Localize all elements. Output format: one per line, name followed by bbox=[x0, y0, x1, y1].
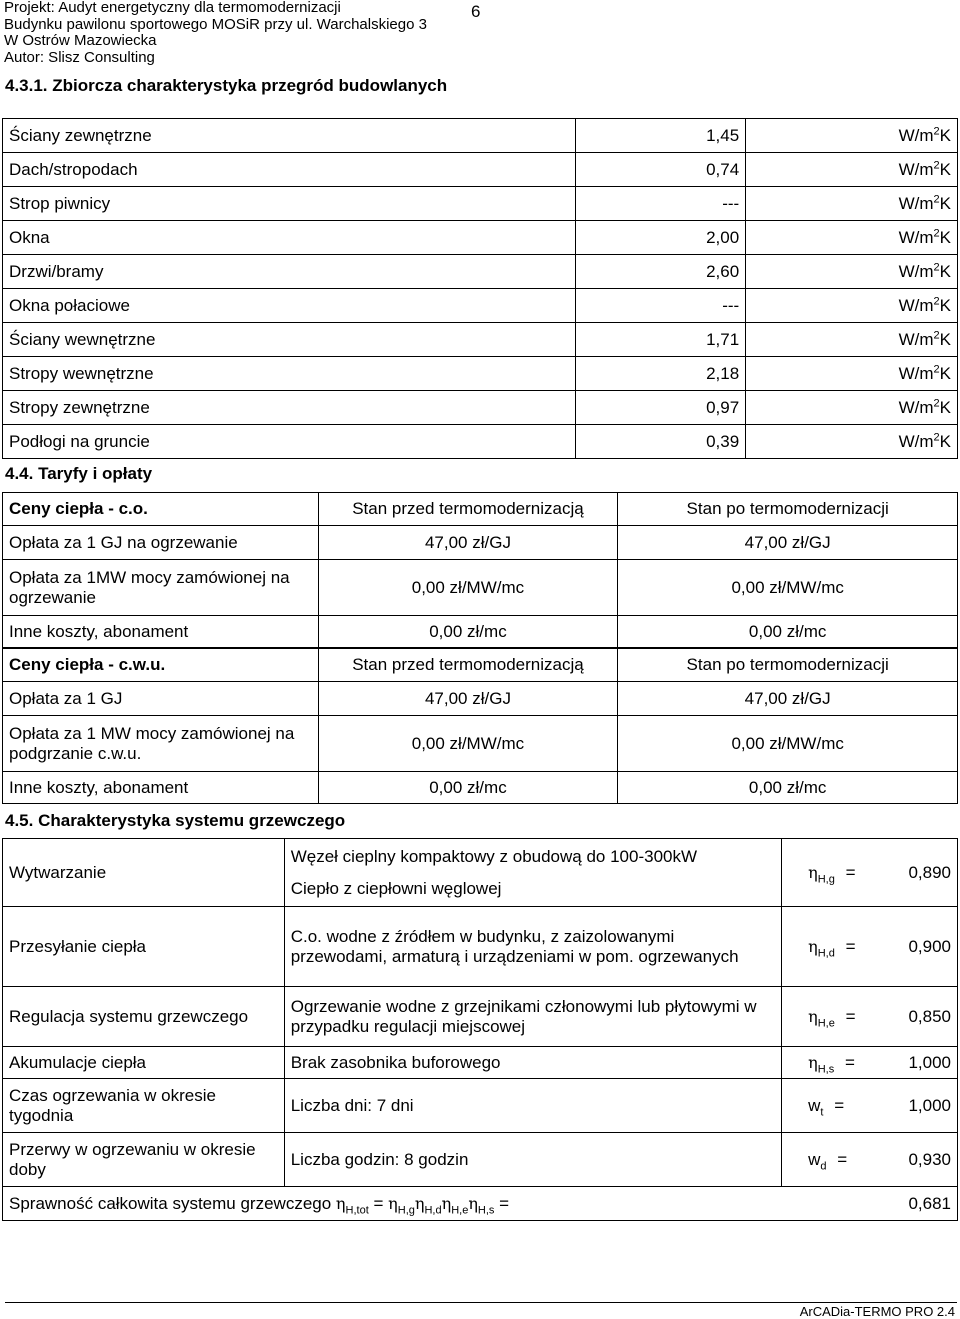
unit-suffix: K bbox=[939, 295, 951, 315]
efficiency-equals: = bbox=[834, 1095, 845, 1115]
efficiency-symbol: w bbox=[808, 1095, 821, 1115]
heating-description bbox=[284, 1079, 781, 1133]
partition-row bbox=[3, 255, 958, 289]
unit-prefix: W/m bbox=[898, 295, 934, 315]
efficiency-equals: = bbox=[845, 936, 856, 956]
unit-suffix: K bbox=[939, 397, 951, 417]
heating-description bbox=[284, 907, 781, 987]
partition-unit bbox=[746, 221, 958, 255]
heating-desc-line1: Liczba dni: 7 dni bbox=[290, 1095, 414, 1115]
tariffs-co-table bbox=[2, 492, 958, 648]
tariff-name: Inne koszty, abonament bbox=[3, 772, 319, 804]
efficiency-symbol: η bbox=[808, 1052, 818, 1072]
efficiency-symbol-group bbox=[808, 1150, 847, 1170]
efficiency-wrap bbox=[788, 1053, 951, 1073]
tariff-row bbox=[3, 716, 958, 772]
partition-row bbox=[3, 425, 958, 459]
unit-superscript: 2 bbox=[933, 328, 940, 341]
unit-superscript: 2 bbox=[933, 362, 940, 375]
heating-desc-line1: C.o. wodne z źródłem w budynku, z zaizolowanymi przewodami, armaturą i urządzeniami w pom. ogrzewanych bbox=[290, 926, 739, 966]
efficiency-wrap bbox=[788, 863, 951, 883]
partition-value: --- bbox=[576, 187, 746, 221]
unit-prefix: W/m bbox=[898, 261, 934, 281]
partition-name: Ściany wewnętrzne bbox=[3, 323, 576, 357]
partition-name: Okna bbox=[3, 221, 576, 255]
tariff-before: 0,00 zł/mc bbox=[318, 616, 618, 648]
tariff-name: Opłata za 1 GJ bbox=[3, 682, 319, 716]
efficiency-symbol-group bbox=[808, 863, 855, 883]
partition-name: Stropy zewnętrzne bbox=[3, 391, 576, 425]
efficiency-subscript: t bbox=[820, 1105, 824, 1118]
partition-value: 0,97 bbox=[576, 391, 746, 425]
total-cell bbox=[3, 1187, 958, 1221]
partition-unit bbox=[746, 153, 958, 187]
tariffs-cwu-table bbox=[2, 648, 958, 804]
partition-name: Ściany zewnętrzne bbox=[3, 119, 576, 153]
partition-unit bbox=[746, 119, 958, 153]
heating-row bbox=[3, 839, 958, 907]
eta-s-subscript: H,s bbox=[477, 1203, 495, 1216]
efficiency-wrap bbox=[788, 937, 951, 957]
partition-row bbox=[3, 221, 958, 255]
unit-prefix: W/m bbox=[898, 363, 934, 383]
heating-table bbox=[2, 838, 958, 1221]
heating-label: Czas ogrzewania w okresie tygodnia bbox=[3, 1079, 285, 1133]
unit-suffix: K bbox=[939, 227, 951, 247]
partition-row bbox=[3, 187, 958, 221]
tariff-after: 0,00 zł/mc bbox=[618, 616, 958, 648]
efficiency-equals: = bbox=[844, 1052, 855, 1072]
heating-row bbox=[3, 1133, 958, 1187]
efficiency-symbol-group bbox=[808, 1096, 844, 1116]
efficiency-value: 0,850 bbox=[908, 1006, 951, 1026]
unit-suffix: K bbox=[939, 431, 951, 451]
partition-value: 1,71 bbox=[576, 323, 746, 357]
eta-symbol: η bbox=[388, 1193, 398, 1213]
tariff-before: 0,00 zł/mc bbox=[318, 772, 618, 804]
unit-suffix: K bbox=[939, 261, 951, 281]
unit-superscript: 2 bbox=[933, 260, 940, 273]
unit-suffix: K bbox=[939, 193, 951, 213]
tariff-before: 47,00 zł/GJ bbox=[318, 682, 618, 716]
heating-description bbox=[284, 1047, 781, 1079]
heating-total-row bbox=[3, 1187, 958, 1221]
unit-suffix: K bbox=[939, 125, 951, 145]
tariff-title: Ceny ciepła - c.o. bbox=[3, 493, 319, 526]
tariff-header-row bbox=[3, 493, 958, 526]
header-line-city: W Ostrów Mazowiecka bbox=[4, 32, 157, 49]
tariff-col-before: Stan przed termomodernizacją bbox=[318, 649, 618, 682]
efficiency-value: 0,930 bbox=[908, 1149, 951, 1169]
section-title-45: 4.5. Charakterystyka systemu grzewczego bbox=[5, 811, 346, 830]
heating-desc-line1: Ogrzewanie wodne z grzejnikami członowymi lub płytowymi w przypadku regulacji miejscowej bbox=[290, 996, 757, 1036]
heating-label: Wytwarzanie bbox=[3, 839, 285, 907]
efficiency-equals: = bbox=[845, 862, 856, 882]
efficiency-symbol: η bbox=[808, 1006, 818, 1026]
tariff-after: 47,00 zł/GJ bbox=[618, 682, 958, 716]
partition-unit bbox=[746, 425, 958, 459]
heating-label: Akumulacje ciepła bbox=[3, 1047, 285, 1079]
heating-efficiency bbox=[782, 1047, 958, 1079]
tariff-col-after: Stan po termomodernizacji bbox=[618, 493, 958, 526]
unit-superscript: 2 bbox=[933, 192, 940, 205]
total-value: 0,681 bbox=[908, 1193, 951, 1213]
partition-value: 2,00 bbox=[576, 221, 746, 255]
heating-row bbox=[3, 987, 958, 1047]
tariff-header-row bbox=[3, 649, 958, 682]
efficiency-subscript: H,s bbox=[817, 1062, 835, 1075]
tariff-name: Opłata za 1MW mocy zamówionej na ogrzewanie bbox=[3, 560, 319, 616]
efficiency-value: 0,900 bbox=[908, 936, 951, 956]
partition-row bbox=[3, 323, 958, 357]
unit-superscript: 2 bbox=[933, 396, 940, 409]
efficiency-symbol-group bbox=[808, 937, 855, 957]
section-title-431: 4.3.1. Zbiorcza charakterystyka przegród budowlanych bbox=[5, 76, 448, 95]
efficiency-equals: = bbox=[837, 1149, 848, 1169]
partition-unit bbox=[746, 357, 958, 391]
efficiency-subscript: H,e bbox=[817, 1016, 835, 1029]
efficiency-equals: = bbox=[845, 1006, 856, 1026]
unit-prefix: W/m bbox=[898, 125, 934, 145]
heating-efficiency bbox=[782, 907, 958, 987]
unit-suffix: K bbox=[939, 363, 951, 383]
partition-value: 2,18 bbox=[576, 357, 746, 391]
tariff-row bbox=[3, 616, 958, 648]
efficiency-value: 0,890 bbox=[908, 862, 951, 882]
tariff-after: 47,00 zł/GJ bbox=[618, 526, 958, 560]
partition-row bbox=[3, 357, 958, 391]
unit-suffix: K bbox=[939, 159, 951, 179]
partition-name: Strop piwnicy bbox=[3, 187, 576, 221]
eta-symbol: η bbox=[441, 1193, 452, 1213]
partition-name: Stropy wewnętrzne bbox=[3, 357, 576, 391]
heating-efficiency bbox=[782, 987, 958, 1047]
tariff-after: 0,00 zł/MW/mc bbox=[618, 716, 958, 772]
partition-value: 1,45 bbox=[576, 119, 746, 153]
eta-tot-subscript: H,tot bbox=[345, 1203, 369, 1216]
eta-d-subscript: H,d bbox=[424, 1203, 442, 1216]
unit-prefix: W/m bbox=[898, 193, 934, 213]
tariff-after: 0,00 zł/MW/mc bbox=[618, 560, 958, 616]
total-equals: = bbox=[499, 1193, 510, 1213]
heating-description bbox=[284, 839, 781, 907]
unit-prefix: W/m bbox=[898, 227, 934, 247]
partition-name: Dach/stropodach bbox=[3, 153, 576, 187]
heating-desc-line1: Węzeł cieplny kompaktowy z obudową do 100-300kW bbox=[290, 846, 698, 866]
partition-unit bbox=[746, 323, 958, 357]
unit-superscript: 2 bbox=[933, 124, 940, 137]
heating-desc-line2: Ciepło z ciepłowni węglowej bbox=[290, 878, 502, 898]
total-wrap bbox=[9, 1194, 951, 1214]
heating-efficiency bbox=[782, 1079, 958, 1133]
heating-efficiency bbox=[782, 1133, 958, 1187]
heating-description bbox=[284, 987, 781, 1047]
partition-unit bbox=[746, 391, 958, 425]
tariff-before: 0,00 zł/MW/mc bbox=[318, 560, 618, 616]
header-line-author: Autor: Slisz Consulting bbox=[4, 48, 155, 66]
unit-prefix: W/m bbox=[898, 159, 934, 179]
eta-symbol: η bbox=[335, 1193, 346, 1213]
unit-prefix: W/m bbox=[898, 431, 934, 451]
eta-symbol: η bbox=[414, 1193, 425, 1213]
page-number: 6 bbox=[471, 2, 481, 21]
tariff-row bbox=[3, 682, 958, 716]
efficiency-wrap bbox=[788, 1150, 951, 1170]
partition-name: Okna połaciowe bbox=[3, 289, 576, 323]
total-label: Sprawność całkowita systemu grzewczego bbox=[9, 1193, 332, 1213]
unit-superscript: 2 bbox=[933, 430, 940, 443]
eta-e-subscript: H,e bbox=[451, 1203, 469, 1216]
software-footer: ArCADia-TERMO PRO 2.4 bbox=[799, 1304, 955, 1319]
unit-prefix: W/m bbox=[898, 397, 934, 417]
tariff-row bbox=[3, 526, 958, 560]
partition-row bbox=[3, 119, 958, 153]
partition-value: 0,74 bbox=[576, 153, 746, 187]
heating-label: Regulacja systemu grzewczego bbox=[3, 987, 285, 1047]
tariff-name: Inne koszty, abonament bbox=[3, 616, 319, 648]
tariff-row bbox=[3, 560, 958, 616]
unit-superscript: 2 bbox=[933, 294, 940, 307]
partition-row bbox=[3, 289, 958, 323]
efficiency-symbol-group bbox=[808, 1007, 855, 1027]
partition-row bbox=[3, 153, 958, 187]
partition-value: 0,39 bbox=[576, 425, 746, 459]
partition-value: 2,60 bbox=[576, 255, 746, 289]
eta-symbol: η bbox=[468, 1193, 478, 1213]
tariff-after: 0,00 zł/mc bbox=[618, 772, 958, 804]
heating-label: Przerwy w ogrzewaniu w okresie doby bbox=[3, 1133, 285, 1187]
heating-desc-line1: Brak zasobnika buforowego bbox=[290, 1052, 501, 1072]
efficiency-subscript: H,g bbox=[817, 872, 835, 885]
unit-prefix: W/m bbox=[898, 329, 934, 349]
efficiency-value: 1,000 bbox=[908, 1095, 951, 1115]
efficiency-value: 1,000 bbox=[908, 1052, 951, 1072]
partition-name: Drzwi/bramy bbox=[3, 255, 576, 289]
efficiency-symbol-group bbox=[808, 1053, 855, 1073]
efficiency-wrap bbox=[788, 1007, 951, 1027]
section-title-44: 4.4. Taryfy i opłaty bbox=[5, 464, 153, 483]
footer-rule bbox=[5, 1302, 957, 1303]
header-line-project: Projekt: Audyt energetyczny dla termomodernizacji bbox=[4, 0, 341, 16]
tariff-row bbox=[3, 772, 958, 804]
tariff-title: Ceny ciepła - c.w.u. bbox=[3, 649, 319, 682]
unit-suffix: K bbox=[939, 329, 951, 349]
partition-row bbox=[3, 391, 958, 425]
partition-unit bbox=[746, 187, 958, 221]
eta-g-subscript: H,g bbox=[397, 1203, 415, 1216]
heating-row bbox=[3, 1079, 958, 1133]
efficiency-wrap bbox=[788, 1096, 951, 1116]
partition-unit bbox=[746, 255, 958, 289]
heating-label: Przesyłanie ciepła bbox=[3, 907, 285, 987]
heating-efficiency bbox=[782, 839, 958, 907]
partition-value: --- bbox=[576, 289, 746, 323]
heating-desc-line1: Liczba godzin: 8 godzin bbox=[290, 1149, 469, 1169]
unit-superscript: 2 bbox=[933, 226, 940, 239]
tariff-name: Opłata za 1 GJ na ogrzewanie bbox=[3, 526, 319, 560]
partitions-table bbox=[2, 118, 958, 459]
tariff-col-before: Stan przed termomodernizacją bbox=[318, 493, 618, 526]
efficiency-subscript: H,d bbox=[817, 946, 835, 959]
efficiency-symbol: w bbox=[808, 1149, 821, 1169]
tariff-col-after: Stan po termomodernizacji bbox=[618, 649, 958, 682]
unit-superscript: 2 bbox=[933, 158, 940, 171]
tariff-name: Opłata za 1 MW mocy zamówionej na podgrzanie c.w.u. bbox=[3, 716, 319, 772]
heating-row bbox=[3, 1047, 958, 1079]
header-line-building: Budynku pawilonu sportowego MOSiR przy ul. Warchalskiego 3 bbox=[4, 15, 427, 33]
efficiency-symbol: η bbox=[808, 862, 818, 882]
tariff-before: 0,00 zł/MW/mc bbox=[318, 716, 618, 772]
efficiency-symbol: η bbox=[808, 936, 818, 956]
total-equals-inner: = bbox=[373, 1193, 384, 1213]
total-formula bbox=[9, 1194, 509, 1214]
heating-description bbox=[284, 1133, 781, 1187]
heating-row bbox=[3, 907, 958, 987]
efficiency-subscript: d bbox=[820, 1159, 827, 1172]
partition-name: Podłogi na gruncie bbox=[3, 425, 576, 459]
tariff-before: 47,00 zł/GJ bbox=[318, 526, 618, 560]
partition-unit bbox=[746, 289, 958, 323]
document-header bbox=[4, 0, 427, 66]
